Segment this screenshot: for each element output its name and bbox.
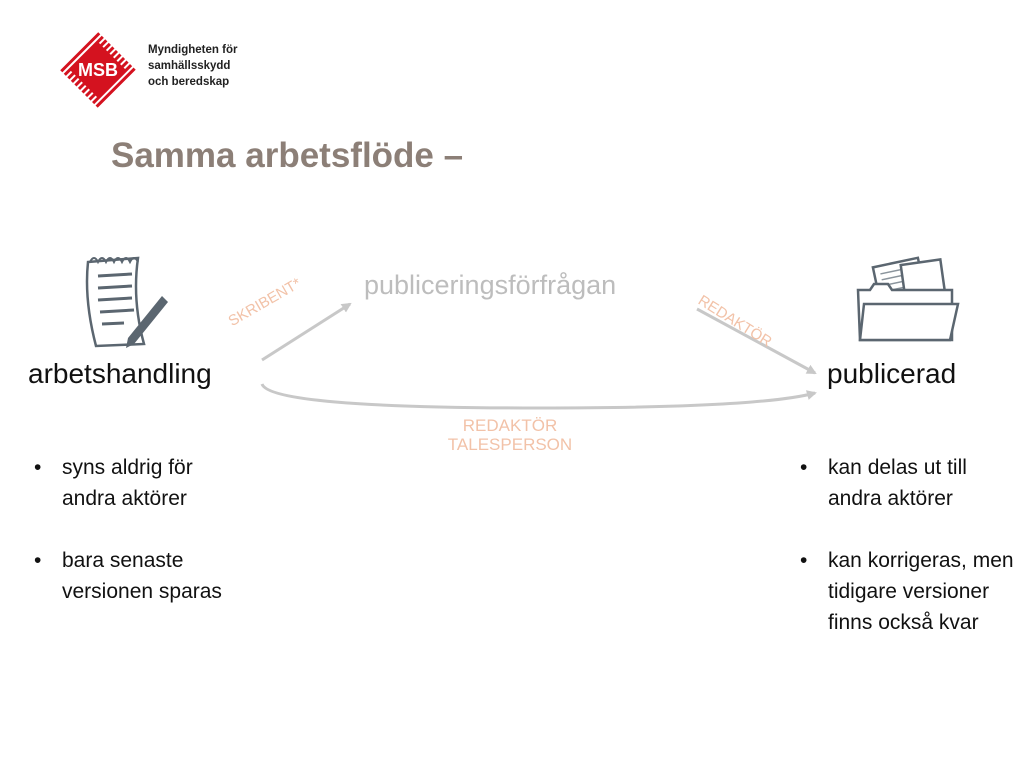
logo-line-1: Myndigheten för (148, 44, 238, 56)
node-label-work-document: arbetshandling (28, 358, 212, 389)
role-label-spokesperson: TALESPERSON (447, 435, 573, 454)
bullet-item: • bara senaste versionen sparas (28, 545, 238, 607)
arrow-to-request (262, 304, 350, 360)
published-bullets (794, 452, 1019, 669)
role-labels-bottom (430, 416, 590, 454)
bullet-item: • syns aldrig för andra aktörer (28, 452, 238, 514)
bullet-item: • kan korrigeras, men tidigare versioner finns också kvar (794, 545, 1019, 638)
arrow-direct-publish (262, 384, 815, 408)
logo-line-2: samhällsskydd (148, 60, 231, 72)
role-label-editor-bottom: REDAKTÖR (462, 416, 558, 435)
bullet-item: • kan delas ut till andra aktörer (794, 452, 1019, 514)
role-label-writer: SKRIBENT* (225, 274, 305, 330)
logo-line-3: och beredskap (148, 76, 230, 88)
logo-badge-text: MSB (78, 60, 118, 80)
page-title: Samma arbetsflöde – (111, 136, 464, 175)
notepad-pen-icon (87, 258, 168, 348)
publication-request-label: publiceringsförfrågan (364, 270, 617, 300)
work-document-bullets (28, 452, 238, 638)
role-label-editor-top: REDAKTÖR (694, 292, 775, 351)
folder-documents-icon (858, 258, 958, 340)
node-label-published: publicerad (827, 358, 957, 389)
